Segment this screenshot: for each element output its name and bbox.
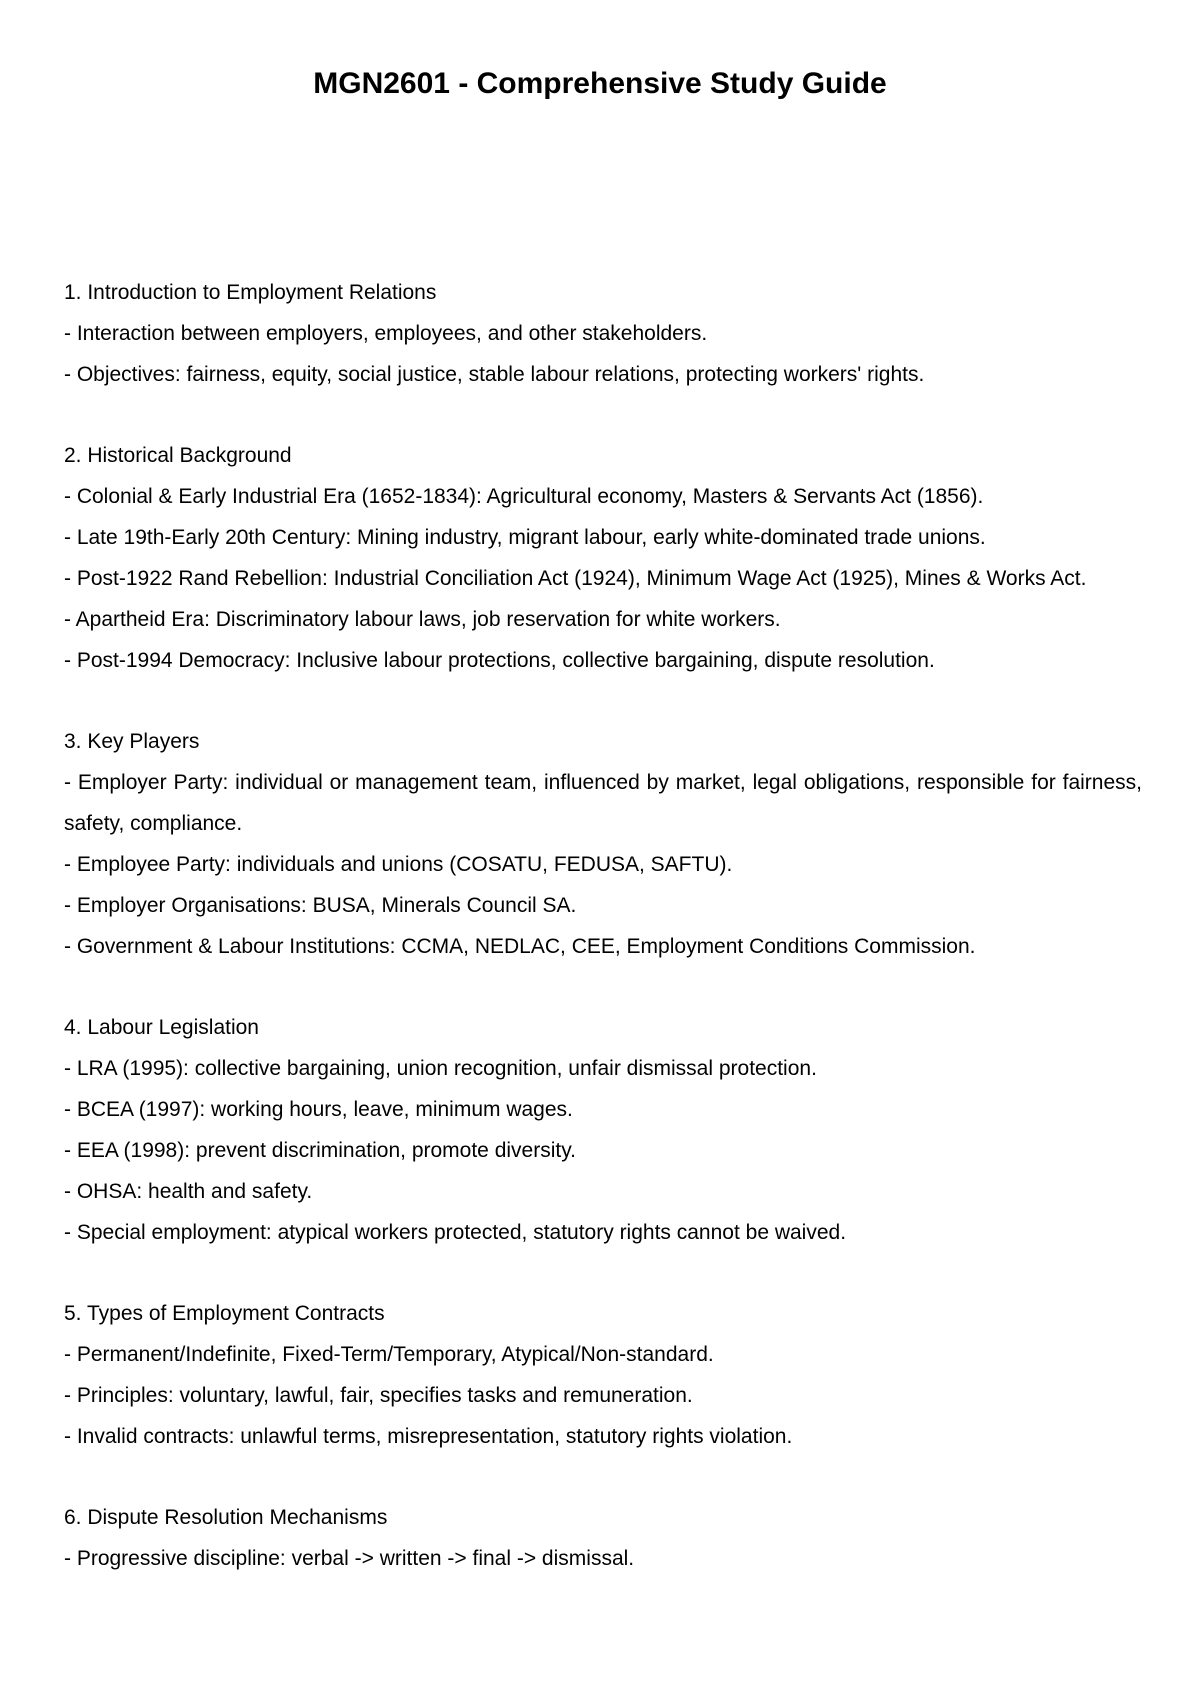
bullet-item: - Special employment: atypical workers protected, statutory rights cannot be waived. bbox=[64, 1221, 847, 1244]
section-historical-background bbox=[64, 435, 1142, 681]
bullet-item: - Employer Organisations: BUSA, Minerals Council SA. bbox=[64, 894, 577, 917]
section-heading: 1. Introduction to Employment Relations bbox=[64, 281, 437, 304]
bullet-item: - Late 19th-Early 20th Century: Mining industry, migrant labour, early white-dominated trade unions. bbox=[64, 526, 986, 549]
section-heading: 2. Historical Background bbox=[64, 444, 292, 467]
bullet-item: - Government & Labour Institutions: CCMA, NEDLAC, CEE, Employment Conditions Commission. bbox=[64, 935, 976, 958]
bullet-item: - Objectives: fairness, equity, social justice, stable labour relations, protecting workers' rights. bbox=[64, 363, 925, 386]
section-dispute-resolution bbox=[64, 1497, 1142, 1579]
bullet-item: - Employee Party: individuals and unions (COSATU, FEDUSA, SAFTU). bbox=[64, 853, 733, 876]
bullet-item: - Progressive discipline: verbal -> written -> final -> dismissal. bbox=[64, 1547, 635, 1570]
section-key-players bbox=[64, 721, 1142, 967]
section-heading: 5. Types of Employment Contracts bbox=[64, 1302, 385, 1325]
bullet-item: - Permanent/Indefinite, Fixed-Term/Temporary, Atypical/Non-standard. bbox=[64, 1343, 714, 1366]
section-employment-contracts bbox=[64, 1293, 1142, 1457]
bullet-item: - Apartheid Era: Discriminatory labour laws, job reservation for white workers. bbox=[64, 608, 781, 631]
document-body bbox=[64, 272, 1142, 1619]
section-introduction bbox=[64, 272, 1142, 395]
bullet-item: - Invalid contracts: unlawful terms, misrepresentation, statutory rights violation. bbox=[64, 1425, 793, 1448]
bullet-item: - Colonial & Early Industrial Era (1652-1834): Agricultural economy, Masters & Servants Act (1856). bbox=[64, 485, 984, 508]
bullet-item: - Interaction between employers, employees, and other stakeholders. bbox=[64, 322, 708, 345]
bullet-item: - Post-1922 Rand Rebellion: Industrial Conciliation Act (1924), Minimum Wage Act (1925), Mines & Works Act. bbox=[64, 567, 1087, 590]
section-heading: 6. Dispute Resolution Mechanisms bbox=[64, 1506, 388, 1529]
section-labour-legislation bbox=[64, 1007, 1142, 1253]
bullet-item: - LRA (1995): collective bargaining, union recognition, unfair dismissal protection. bbox=[64, 1057, 817, 1080]
bullet-item: - Principles: voluntary, lawful, fair, specifies tasks and remuneration. bbox=[64, 1384, 693, 1407]
bullet-item: - BCEA (1997): working hours, leave, minimum wages. bbox=[64, 1098, 573, 1121]
bullet-item: - EEA (1998): prevent discrimination, promote diversity. bbox=[64, 1139, 576, 1162]
section-heading: 4. Labour Legislation bbox=[64, 1016, 259, 1039]
bullet-item: - Employer Party: individual or management team, influenced by market, legal obligations, responsible for fairness, safety, compliance. bbox=[64, 771, 1142, 835]
section-heading: 3. Key Players bbox=[64, 730, 200, 753]
bullet-item: - Post-1994 Democracy: Inclusive labour protections, collective bargaining, dispute resolution. bbox=[64, 649, 935, 672]
document-title: MGN2601 - Comprehensive Study Guide bbox=[313, 67, 887, 100]
bullet-item: - OHSA: health and safety. bbox=[64, 1180, 313, 1203]
